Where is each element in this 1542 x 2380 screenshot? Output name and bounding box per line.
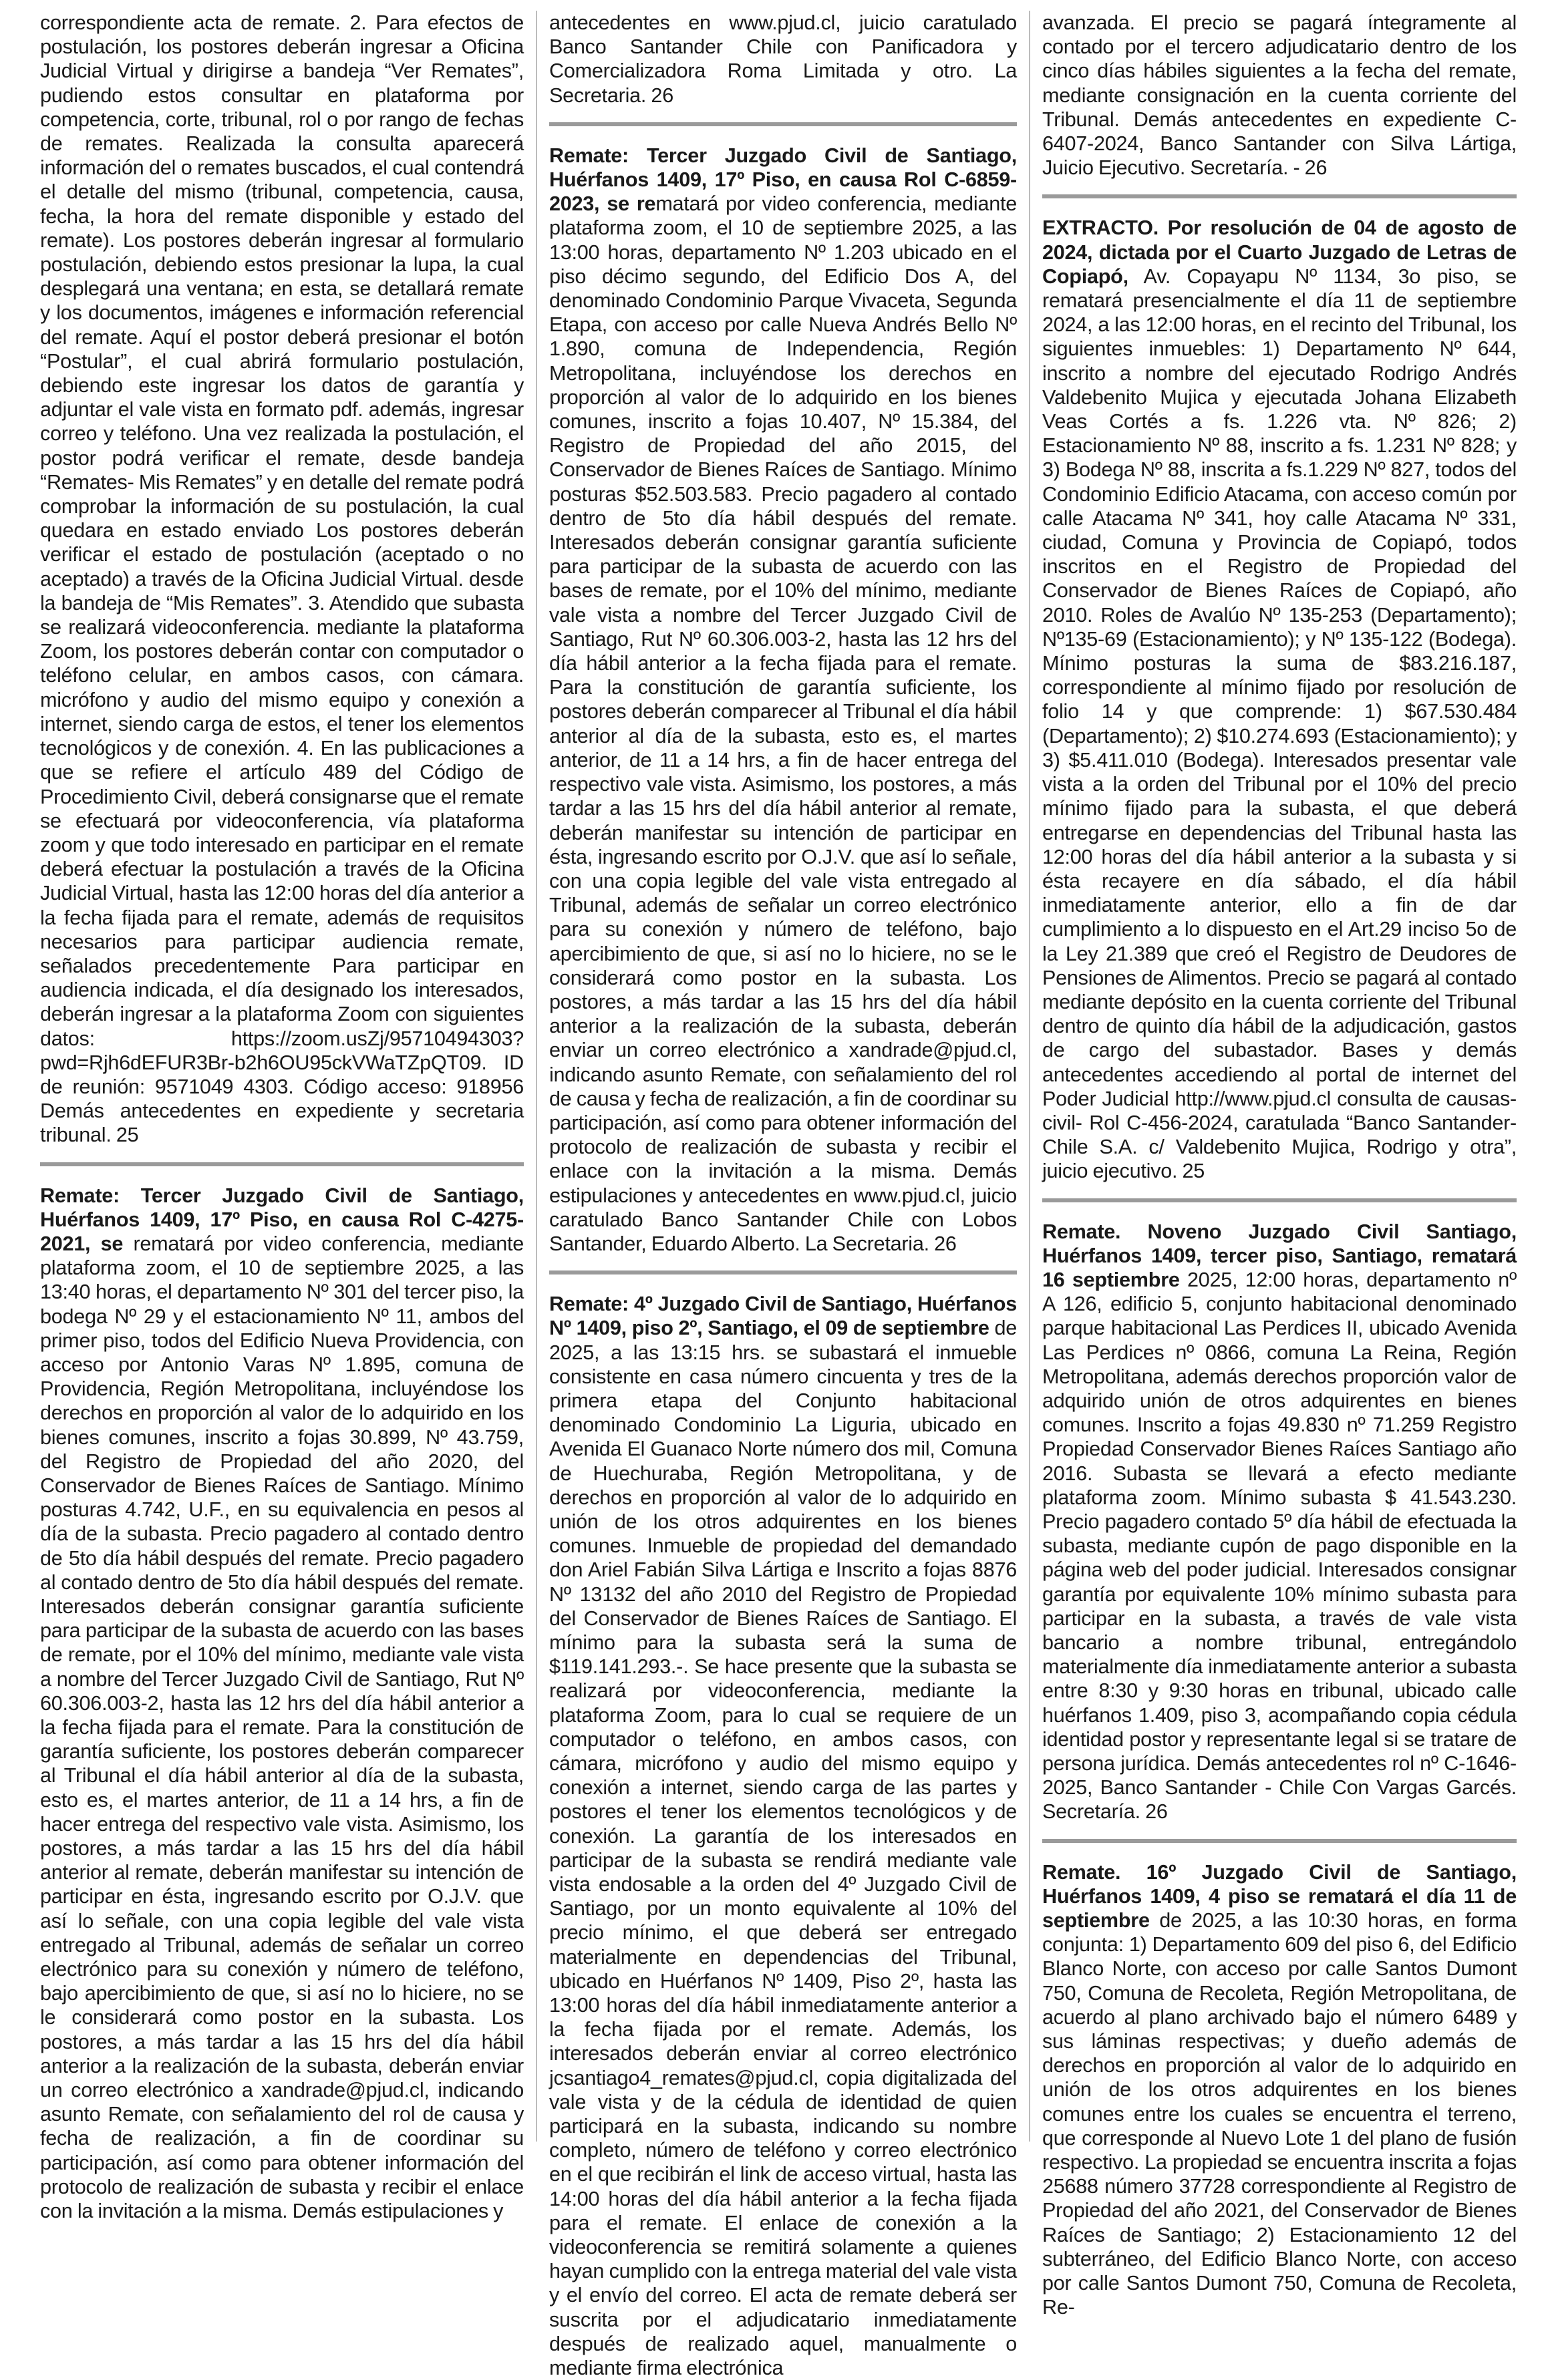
notice-continuation <box>40 11 524 1148</box>
notice-heading: Remate: Tercer Juzgado Civil de Santiago, Huérfanos 1409, 17º Piso, en causa Rol C-6859-2023, se re <box>549 144 1017 216</box>
column-2 <box>537 11 1030 2380</box>
notice-text <box>40 1184 524 2224</box>
notice-text <box>1042 1220 1517 1824</box>
notice-remate-16-juzgado <box>1042 1839 1517 2320</box>
notice-continuation <box>549 11 1017 108</box>
notice-text <box>549 11 1017 108</box>
notice-heading: Remate. Noveno Juzgado Civil Santiago, Huérfanos 1409, tercer piso, Santiago, rematará 16 septiembre <box>1042 1220 1517 1291</box>
notice-body: avanzada. El precio se pagará íntegramente al contado por el tercero adjudicatario dentro de los cinco días hábiles siguientes a la fecha del remate, mediante consignación en la cuenta corriente del Tribunal. Demás antecedentes en expediente C-6407-2024, Banco Santander con Silva Lártiga, Juicio Ejecutivo. Secretaría. - 26 <box>1042 11 1517 180</box>
notice-text <box>1042 1860 1517 2320</box>
notice-body: de 2025, a las 13:15 hrs. se subastará el inmueble consistente en casa número cincuenta y tres de la primera etapa del Conjunto habitacional denominado Condominio La Liguria, ubicado en Avenida El Guanaco Norte número dos mil, Comuna de Huechuraba, Región Metropolitana, y de derechos en proporción al valor de lo adquirido en unión de los otros adquirentes en los bienes comunes. Inmueble de propiedad del demandado don Ariel Fabián Silva Lártiga e Inscrito a fojas 8876 Nº 13132 del año 2010 del Registro de Propiedad del Conservador de Bienes Raíces de Santiago. El mínimo para la subasta será la suma de $119.141.293.-. Se hace presente que la subasta se realizará por videoconferencia, mediante la plataforma Zoom, para lo cual se requiere de un computador o teléfono, en ambos casos, con cámara, micrófono y audio del mismo equipo y conexión a internet, siendo carga de las partes y postores el tener los elementos tecnológicos y de conexión. La garantía de los interesados en participar de la subasta se rendirá mediante vale vista endosable a la orden del 4º Juzgado Civil de Santiago, por un monto equivalente al 10% del precio mínimo, el que deberá ser entregado materialmente en dependencias del Tribunal, ubicado en Huérfanos Nº 1409, Piso 2º, hasta las 13:00 horas del día hábil inmediatamente anterior a la fecha fijada por el remate. Además, los interesados deberán enviar al correo electrónico jcsantiago4_remates@pjud.cl, copia digitalizada del vale vista y de la cédula de identidad de quien participará en la subasta, indicando su nombre completo, número de teléfono y correo electrónico en el que recibirán el link de acceso virtual, hasta las 14:00 horas del día hábil anterior a la fecha fijada para el remate. El enlace de conexión a la videoconferencia se remitirá solamente a quienes hayan cumplido con la entrega material del vale vista y el envío del correo. El acta de remate deberá ser suscrita por el adjudicatario inmediatamente después de realizado aquel, manualmente o mediante firma electrónica <box>549 1317 1018 2380</box>
notice-body: antecedentes en www.pjud.cl, juicio caratulado Banco Santander Chile con Panificadora y Comercializadora Roma Limitada y otro. La Secretaria. 26 <box>549 11 1017 107</box>
notice-text <box>549 1292 1017 2380</box>
notice-text <box>1042 11 1517 180</box>
notice-heading: EXTRACTO. Por resolución de 04 de agosto de 2024, dictada por el Cuarto Juzgado de Letras de Copiapó, <box>1042 216 1517 288</box>
notice-remate-cuarto-juzgado <box>549 1270 1017 2380</box>
notice-body: 2025, 12:00 horas, departamento nº A 126, edificio 5, conjunto habitacional denominado parque habitacional Las Perdices II, ubicado Avenida Las Perdices nº 0866, comuna La Reina, Región Metropolitana, además derechos proporción valor de adquirido unión de otros adquirentes en bienes comunes. Inscrito a fojas 49.830 nº 71.259 Registro Propiedad Conservador Bienes Raíces Santiago año 2016. Subasta se llevará a efecto mediante plataforma zoom. Mínimo subasta $ 41.543.230. Precio pagadero contado 5º día hábil de efectuada la subasta, mediante cupón de pago disponible en la página web del poder judicial. Interesados consignar garantía por equivalente 10% mínimo subasta para participar en la subasta, a través de vale vista bancario a nombre tribunal, entregándolo materialmente día inmediatamente anterior a subasta entre 8:30 y 9:30 horas en tribunal, ubicado calle huérfanos 1.409, piso 3, acompañando copia cédula identidad postor y representante legal si se tratare de persona jurídica. Demás antecedentes rol nº C-1646-2025, Banco Santander - Chile Con Vargas Garcés. Secretaría. 26 <box>1042 1268 1517 1824</box>
notice-remate-tercer-juzgado-c6859 <box>549 122 1017 1256</box>
notice-heading: Remate: Tercer Juzgado Civil de Santiago, Huérfanos 1409, 17º Piso, en causa Rol C-4275-2021, se <box>40 1184 524 1255</box>
notice-heading: Remate. 16º Juzgado Civil de Santiago, Huérfanos 1409, 4 piso se rematará el día 11 de septiembre <box>1042 1860 1517 1932</box>
notice-remate-tercer-juzgado-c4275 <box>40 1162 524 2224</box>
notice-body: de 2025, a las 10:30 horas, en forma conjunta: 1) Departamento 609 del piso 6, del Edificio Blanco Norte, con acceso por calle Santos Dumont 750, Comuna de Recoleta, Región Metropolitana, de acuerdo al plano archivado bajo el número 6489 y sus láminas respectivas; y dueño además de derechos en proporción al valor de lo adquirido en unión de los otros adquirentes en los bienes comunes entre los cuales se encuentra el terreno, que corresponde al Nuevo Lote 1 del plano de fusión respectivo. La propiedad se encuentra inscrita a fojas 25688 número 37728 correspondiente al Registro de Propiedad del año 2021, del Conservador de Bienes Raíces de Santiago; 2) Estacionamiento 12 del subterráneo, del Edificio Blanco Norte, con acceso por calle Santos Dumont 750, Comuna de Recoleta, Re- <box>1042 1909 1517 2319</box>
notice-body: rematará por video conferencia, mediante plataforma zoom, el 10 de septiembre 2025, a las 13:40 horas, el departamento Nº 301 del tercer piso, la bodega Nº 29 y el estacionamiento Nº 11, ambos del primer piso, todos del Edificio Nueva Providencia, con acceso por Antonio Varas Nº 1.895, comuna de Providencia, Región Metropolitana, incluyéndose los derechos en proporción al valor de lo adquirido en los bienes comunes, inscrito a fojas 30.899, Nº 43.759, del Registro de Propiedad del año 2020, del Conservador de Bienes Raíces de Santiago. Mínimo posturas 4.742, U.F., en su equivalencia en pesos al día de la subasta. Precio pagadero al contado dentro de 5to día hábil después del remate. Precio pagadero al contado dentro de 5to día hábil después del remate. Interesados deberán consignar garantía suficiente para participar de la subasta de acuerdo con las bases de remate, por el 10% del mínimo, mediante vale vista a nombre del Tercer Juzgado Civil de Santiago, Rut Nº 60.306.003-2, hasta las 12 hrs del día hábil anterior a la fecha fijada para el remate. Para la constitución de garantía suficiente, los postores deberán comparecer al Tribunal el día hábil anterior al día de la subasta, esto es, el martes anterior, de 11 a 14 hrs, a fin de hacer entrega del respectivo vale vista. Asimismo, los postores, a más tardar a las 15 hrs del día hábil anterior al remate, deberán manifestar su intención de participar en ésta, ingresando escrito por O.J.V. que así lo señale, con una copia legible del vale vista entregado al Tribunal, además de señalar un correo electrónico para su conexión y número de teléfono, bajo apercibimiento de que, si así no lo hiciere, no se le considerará como postor en la subasta. Los postores, a más tardar a las 15 hrs del día hábil anterior a la realización de la subasta, deberán enviar un correo electrónico a xandrade@pjud.cl, indicando asunto Remate, con señalamiento del rol de causa y fecha de realización, a fin de coordinar su participación, así como para obtener información del protocolo de realización de subasta y recibir el enlace con la invitación a la misma. Demás estipulaciones y <box>40 1232 524 2223</box>
notice-remate-noveno-juzgado <box>1042 1198 1517 1824</box>
notice-body: matará por video conferencia, mediante plataforma zoom, el 10 de septiembre 2025, a las 13:00 horas, departamento Nº 1.203 ubicado en el piso décimo segundo, del Edificio Dos A, del denominado Condominio Parque Vivaceta, Segunda Etapa, con acceso por calle Nueva Andrés Bello Nº 1.890, comuna de Independencia, Región Metropolitana, incluyéndose los derechos en proporción al valor de lo adquirido en los bienes comunes, inscrito a fojas 10.407, Nº 15.384, del Registro de Propiedad del año 2015, del Conservador de Bienes Raíces de Santiago. Mínimo posturas $52.503.583. Precio pagadero al contado dentro de 5to día hábil después del remate. Interesados deberán consignar garantía suficiente para participar de la subasta de acuerdo con las bases de remate, por el 10% del mínimo, mediante vale vista a nombre del Tercer Juzgado Civil de Santiago, Rut Nº 60.306.003-2, hasta las 12 hrs del día hábil anterior a la fecha fijada para el remate. Para la constitución de garantía suficiente, los postores deberán comparecer al Tribunal el día hábil anterior al día de la subasta, esto es, el martes anterior, de 11 a 14 hrs, a fin de hacer entrega del respectivo vale vista. Asimismo, los postores, a más tardar a las 15 hrs del día hábil anterior al remate, deberán manifestar su intención de participar en ésta, ingresando escrito por O.J.V. que así lo señale, con una copia legible del vale vista entregado al Tribunal, además de señalar un correo electrónico para su conexión y número de teléfono, bajo apercibimiento de que, si así no lo hiciere, no se le considerará como postor en la subasta. Los postores, a más tardar a las 15 hrs del día hábil anterior a la realización de la subasta, deberán enviar un correo electrónico a xandrade@pjud.cl, indicando asunto Remate, con señalamiento del rol de causa y fecha de realización, a fin de coordinar su participación, así como para obtener información del protocolo de realización de subasta y recibir el enlace con la invitación a la misma. Demás estipulaciones y antecedentes en www.pjud.cl, juicio caratulado Banco Santander Chile con Lobos Santander, Eduardo Alberto. La Secretaria. 26 <box>549 192 1017 1255</box>
notice-text <box>40 11 524 1148</box>
column-3 <box>1030 11 1517 2319</box>
column-1 <box>40 11 537 2223</box>
notice-extracto-copiapo <box>1042 194 1517 1183</box>
notice-body: Av. Copayapu Nº 1134, 3o piso, se rematará presencialmente el día 11 de septiembre 2024, a las 12:00 horas, en el recinto del Tribunal, los siguientes inmuebles: 1) Departamento Nº 644, inscrito a nombre del ejecutado Rodrigo Andrés Valdebenito Mujica y ejecutada Johana Elizabeth Veas Cortés a fs. 1.226 vta. Nº 826; 2) Estacionamiento Nº 88, inscrito a fs. 1.231 Nº 828; y 3) Bodega Nº 88, inscrita a fs.1.229 Nº 827, todos del Condominio Edificio Atacama, con acceso común por calle Atacama Nº 341, hoy calle Atacama Nº 331, ciudad, Comuna y Provincia de Copiapó, todos inscritos en el Registro de Propiedad del Conservador de Bienes Raíces de Copiapó, año 2010. Roles de Avalúo Nº 135-253 (Departamento); Nº135-69 (Estacionamiento); y Nº 135-122 (Bodega). Mínimo posturas la suma de $83.216.187, correspondiente al mínimo fijado por resolución de folio 14 y que comprende: 1) $67.530.484 (Departamento); 2) $10.274.693 (Estacionamiento); y 3) $5.411.010 (Bodega). Interesados presentar vale vista a la orden del Tribunal por el 10% del precio mínimo fijado para la subasta, el que deberá entregarse en dependencias del Tribunal hasta las 12:00 horas del día hábil anterior a la subasta y si ésta recayere en día sábado, el día hábil inmediatamente anterior, ello a fin de dar cumplimiento a lo dispuesto en el Art.29 inciso 5o de la Ley 21.389 que creó el Registro de Deudores de Pensiones de Alimentos. Precio se pagará al contado mediante depósito en la cuenta corriente del Tribunal dentro de quinto día hábil de la adjudicación, gastos de cargo del subastador. Bases y demás antecedentes accediendo al portal de internet del Poder Judicial http://www.pjud.cl consulta de causas-civil- Rol C-456-2024, caratulada “Banco Santander-Chile S.A. c/ Valdebenito Mujica, Rodrigo y otra”, juicio ejecutivo. 25 <box>1042 265 1517 1183</box>
notice-text <box>1042 216 1517 1183</box>
notice-text <box>549 144 1017 1256</box>
notice-body: correspondiente acta de remate. 2. Para efectos de postulación, los postores deberán ingresar a Oficina Judicial Virtual y dirigirse a bandeja “Ver Remates”, pudiendo estos consultar en plataforma por competencia, corte, tribunal, rol o por rango de fechas de remates. Realizada la consulta aparecerá información del o remates buscados, el cual contendrá el detalle del mismo (tribunal, competencia, causa, fecha, la hora del remate disponible y estado del remate). Los postores deberán ingresar al formulario postulación, debiendo estos presionar la lupa, la cual desplegará una ventana; en esta, se detallará remate y los documentos, imágenes e información referencial del remate. Aquí el postor deberá presionar el botón “Postular”, el cual abrirá formulario postulación, debiendo este ingresar los datos de garantía y adjuntar el vale vista en formato pdf. además, ingresar correo y teléfono. Una vez realizada la postulación, el postor podrá verificar el remate, desde bandeja “Remates- Mis Remates” y en detalle del remate podrá comprobar la información de su postulación, la cual quedara en estado enviado Los postores deberán verificar el estado de postulación (aceptado o no aceptado) a través de la Oficina Judicial Virtual. desde la bandeja de “Mis Remates”. 3. Atendido que subasta se realizará videoconferencia. mediante la plataforma Zoom, los postores deberán contar con computador o teléfono celular, en ambos casos, con cámara. micrófono y audio del mismo equipo y conexión a internet, siendo carga de estos, el tener los elementos tecnológicos y de conexión. 4. En las publicaciones a que se refiere el artículo 489 del Código de Procedimiento Civil, deberá consignarse que el remate se efectuará por videoconferencia, vía plataforma zoom y que todo interesado en participar en el remate deberá efectuar la postulación a través de la Oficina Judicial Virtual, hasta las 12:00 horas del día anterior a la fecha fijada para el remate, además de requisitos necesarios para participar audiencia remate, señalados precedentemente Para participar en audiencia indicada, el día designado los interesados, deberán ingresar a la plataforma Zoom con siguientes datos: https://zoom.usZj/95710494303?pwd=Rjh6dEFUR3Br-b2h6OU95ckVWaTZpQT09. ID de reunión: 9571049 4303. Código acceso: 918956 Demás antecedentes en expediente y secretaria tribunal. 25 <box>40 11 524 1147</box>
notice-continuation <box>1042 11 1517 180</box>
notice-heading: Remate: 4º Juzgado Civil de Santiago, Huérfanos Nº 1409, piso 2º, Santiago, el 09 de septiembre <box>549 1293 1017 1340</box>
